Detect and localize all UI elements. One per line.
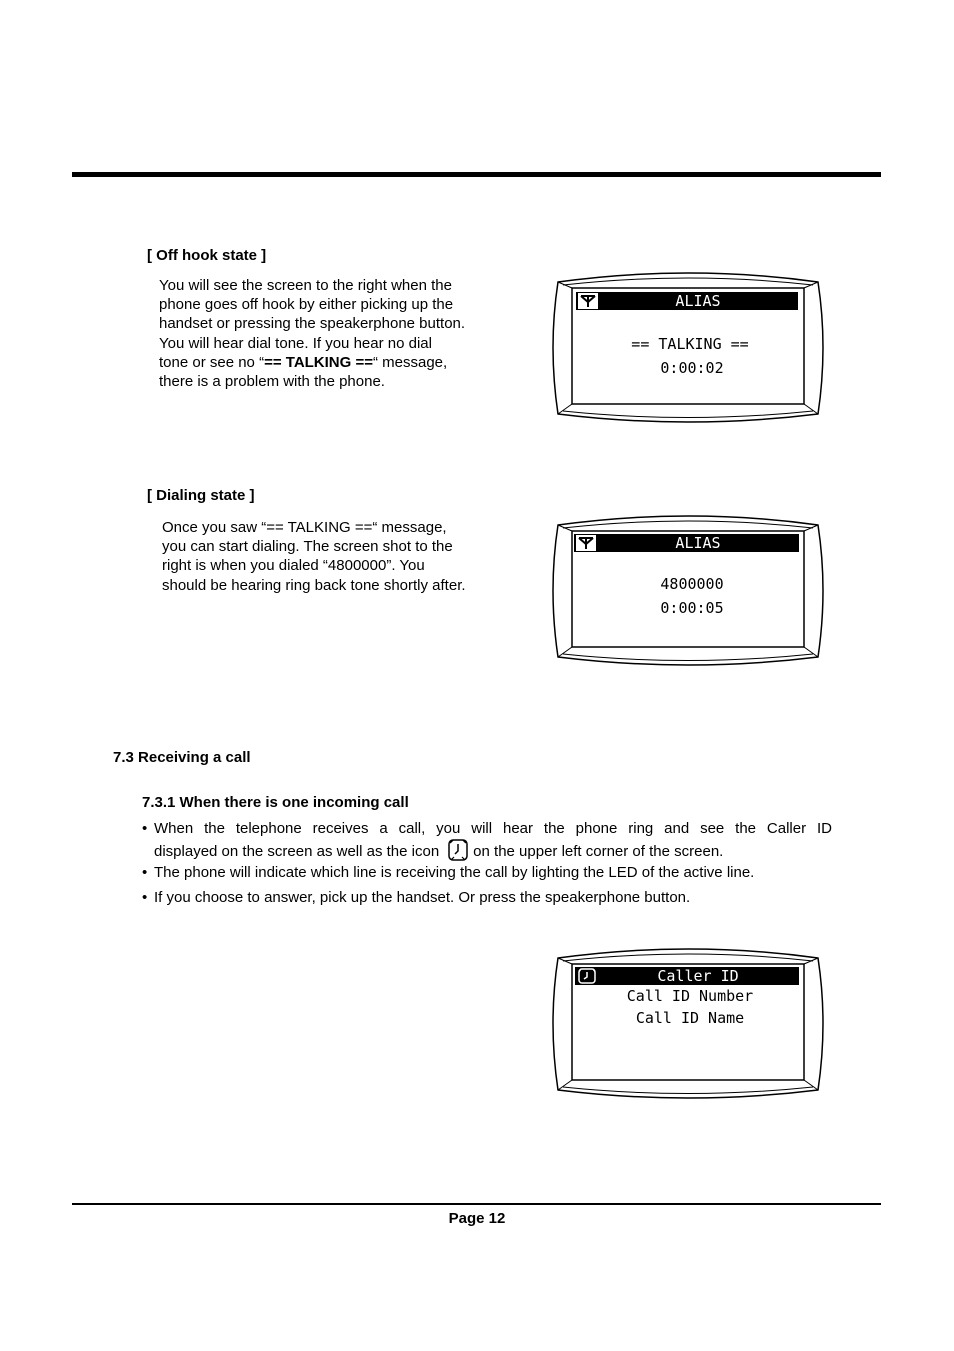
lcd-line-1: 4800000 <box>660 575 724 593</box>
dialing-line: you can start dialing. The screen shot to the <box>162 538 453 556</box>
subsection-heading: 7.3.1 When there is one incoming call <box>142 794 409 811</box>
dialing-paragraph <box>162 518 466 595</box>
lcd-line-2: Call ID Name <box>635 1009 745 1027</box>
dialing-lcd-screen <box>552 511 824 669</box>
offhook-line <box>159 353 465 372</box>
lcd-line-2: 0:00:02 <box>660 359 724 377</box>
top-rule <box>72 172 881 177</box>
offhook-line: handset or pressing the speakerphone button. <box>159 315 466 333</box>
offhook-line5-bold: == TALKING == <box>264 353 373 371</box>
bullet-item <box>142 863 832 882</box>
antenna-icon <box>576 535 596 551</box>
antenna-icon <box>578 293 598 309</box>
offhook-line5-before: tone or see no “ <box>159 353 265 371</box>
offhook-line: You will see the screen to the right when the <box>159 277 452 294</box>
offhook-paragraph <box>159 276 465 391</box>
caller-id-lcd-screen <box>552 944 824 1102</box>
dialing-line: Once you saw “== TALKING ==“ message, <box>162 519 447 536</box>
ringing-clock-icon <box>576 968 598 984</box>
offhook-line: phone goes off hook by either picking up the <box>159 296 454 314</box>
bullet-item <box>142 819 832 867</box>
lcd-line-1: Call ID Number <box>626 987 754 1005</box>
lcd-title: Caller ID <box>657 967 739 985</box>
dialing-heading: [ Dialing state ] <box>147 487 255 504</box>
offhook-heading: [ Off hook state ] <box>147 247 267 264</box>
page-number: Page 12 <box>448 1210 506 1227</box>
bullet-2-text: The phone will indicate which line is receiving the call by lighting the LED of the active line. <box>154 864 755 881</box>
bullet-1-line-2-after: on the upper left corner of the screen. <box>473 843 724 861</box>
bullet-dot: • <box>142 864 148 881</box>
bottom-rule <box>72 1203 881 1205</box>
dialing-line: should be hearing ring back tone shortly after. <box>162 576 466 594</box>
lcd-line-2: 0:00:05 <box>660 599 724 617</box>
bullet-3-text: If you choose to answer, pick up the handset. Or press the speakerphone button. <box>154 889 691 906</box>
section-heading: 7.3 Receiving a call <box>113 749 251 766</box>
lcd-line-1: == TALKING == <box>631 335 749 353</box>
bullet-dot: • <box>142 889 148 906</box>
lcd-title: ALIAS <box>675 292 721 310</box>
bullet-1-line-1: When the telephone receives a call, you will hear the phone ring and see the Caller ID <box>154 820 832 837</box>
bullet-item <box>142 888 832 907</box>
bullet-1-line-2-before: displayed on the screen as well as the icon <box>154 843 440 861</box>
offhook-lcd-screen <box>552 268 824 426</box>
offhook-line5-after: “ message, <box>373 353 448 371</box>
offhook-line: You will hear dial tone. If you hear no dial <box>159 334 432 352</box>
offhook-line: there is a problem with the phone. <box>159 373 385 391</box>
lcd-title: ALIAS <box>675 534 721 552</box>
bullet-dot: • <box>142 820 148 837</box>
dialing-line: right is when you dialed “4800000”. You <box>162 557 425 575</box>
